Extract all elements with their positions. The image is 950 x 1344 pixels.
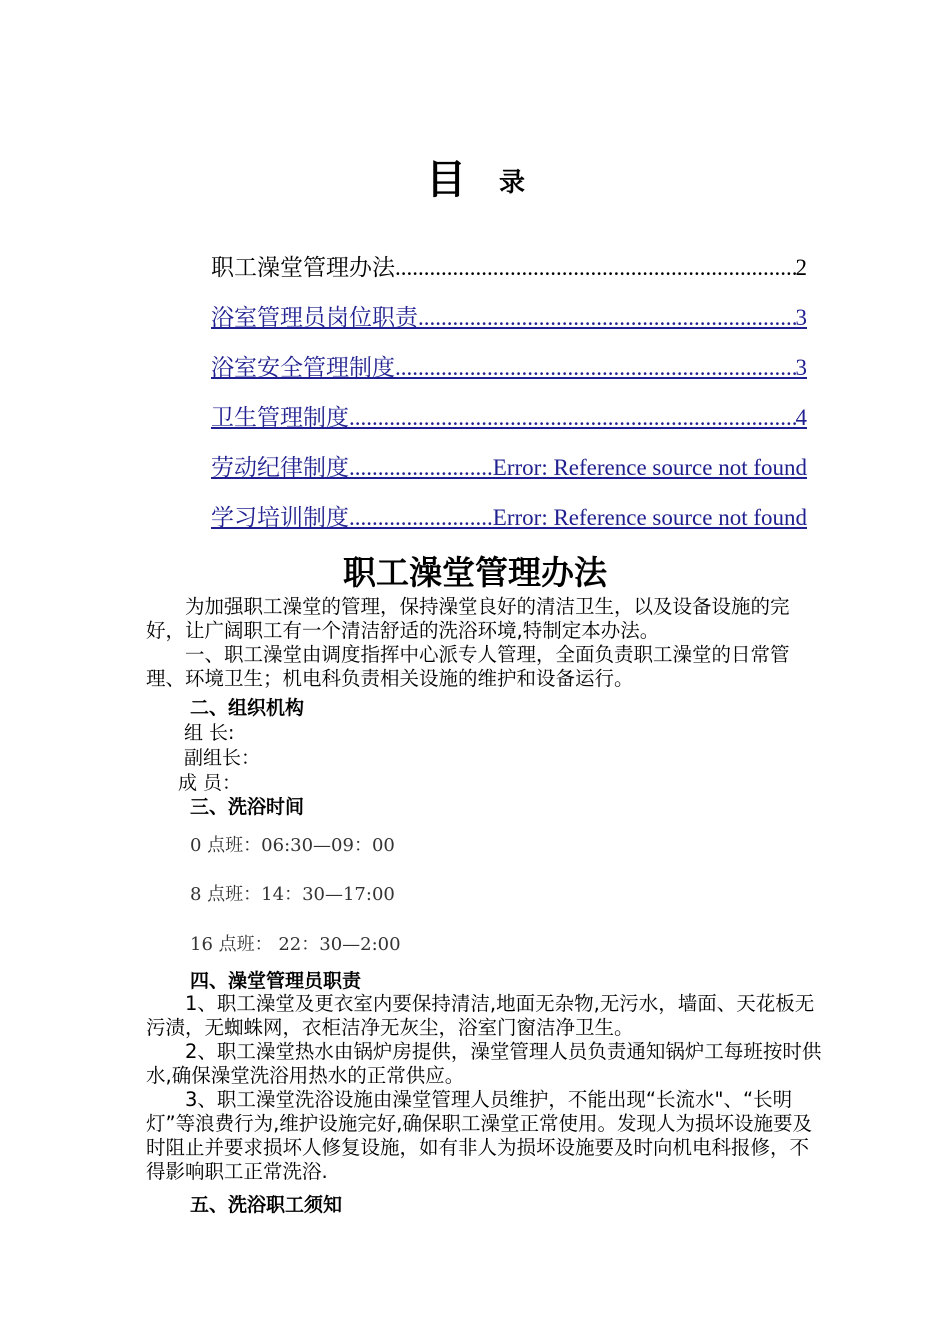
section-1-paragraph: 一、职工澡堂由调度指挥中心派专人管理，全面负责职工澡堂的日常管理、环境卫生；机电科负责相关设施的维护和设备运行。 [146, 643, 790, 690]
toc-leader-dots [349, 452, 493, 484]
toc-entry-link[interactable] [211, 402, 807, 452]
toc-entry-page[interactable]: Error: Reference source not found [492, 505, 807, 530]
toc-entry-link[interactable] [211, 302, 807, 352]
toc-entry-page[interactable]: Error: Reference source not found [492, 455, 807, 480]
toc-entry-page: 2 [795, 255, 807, 280]
toc-leader-dots [395, 352, 796, 384]
table-of-contents [211, 252, 807, 552]
schedule-item: 8 点班：14：30—17:00 [190, 884, 395, 905]
section-3-heading: 三、洗浴时间 [190, 796, 305, 818]
toc-entry-label[interactable]: 浴室管理员岗位职责 [211, 305, 418, 330]
schedule-item: 16 点班： 22：30—2:00 [190, 934, 401, 955]
toc-entry-label[interactable]: 学习培训制度 [211, 505, 349, 530]
toc-title-main: 目 [426, 157, 466, 203]
toc-entry-label[interactable]: 劳动纪律制度 [211, 455, 349, 480]
section-5-heading: 五、洗浴职工须知 [190, 1194, 343, 1216]
toc-entry-label[interactable]: 浴室安全管理制度 [211, 355, 395, 380]
duty-paragraph: 2、职工澡堂热水由锅炉房提供，澡堂管理人员负责通知锅炉工每班按时供水,确保澡堂洗浴用热水的正常供应。 [146, 1040, 822, 1087]
toc-entry-label[interactable]: 卫生管理制度 [211, 405, 349, 430]
toc-entry-link[interactable] [211, 502, 807, 552]
toc-entry-link[interactable] [211, 352, 807, 402]
org-deputy: 副组长： [184, 747, 261, 769]
toc-leader-dots [349, 402, 796, 434]
toc-entry-link[interactable] [211, 452, 807, 502]
org-members: 成 员： [178, 772, 242, 794]
toc-entry-page[interactable]: 4 [795, 405, 807, 430]
toc-leader-dots [418, 302, 796, 334]
section-2-heading: 二、组织机构 [190, 697, 305, 719]
org-leader: 组 长: [184, 722, 235, 744]
toc-entry-label: 职工澡堂管理办法 [211, 255, 395, 280]
duties-block [146, 992, 826, 1184]
toc-title-suffix: 录 [499, 168, 526, 198]
duty-paragraph: 3、职工澡堂洗浴设施由澡堂管理人员维护，不能出现“长流水"、“长明灯”等浪费行为,维护设施完好,确保职工澡堂正常使用。发现人为损坏设施要及时阻止并要求损坏人修复设施，如有非人为损坏设施要及时向机电科报修，不得影响职工正常洗浴. [146, 1088, 812, 1183]
toc-title [0, 148, 950, 203]
section-4-heading: 四、澡堂管理员职责 [190, 970, 362, 992]
toc-entry-page[interactable]: 3 [795, 305, 807, 330]
document-title: 职工澡堂管理办法 [343, 553, 607, 592]
intro-block [146, 595, 826, 691]
duty-paragraph: 1、职工澡堂及更衣室内要保持清洁,地面无杂物,无污水，墙面、天花板无污渍，无蜘蛛网，衣柜洁净无灰尘，浴室门窗洁净卫生。 [146, 992, 815, 1039]
toc-entry [211, 252, 807, 302]
toc-entry-page[interactable]: 3 [795, 355, 807, 380]
toc-leader-dots [349, 502, 493, 534]
intro-paragraph: 为加强职工澡堂的管理，保持澡堂良好的清洁卫生，以及设备设施的完好，让广阔职工有一个清洁舒适的洗浴环境,特制定本办法。 [146, 595, 790, 642]
schedule-item: 0 点班：06:30—09：00 [190, 835, 395, 856]
toc-leader-dots [395, 252, 796, 284]
